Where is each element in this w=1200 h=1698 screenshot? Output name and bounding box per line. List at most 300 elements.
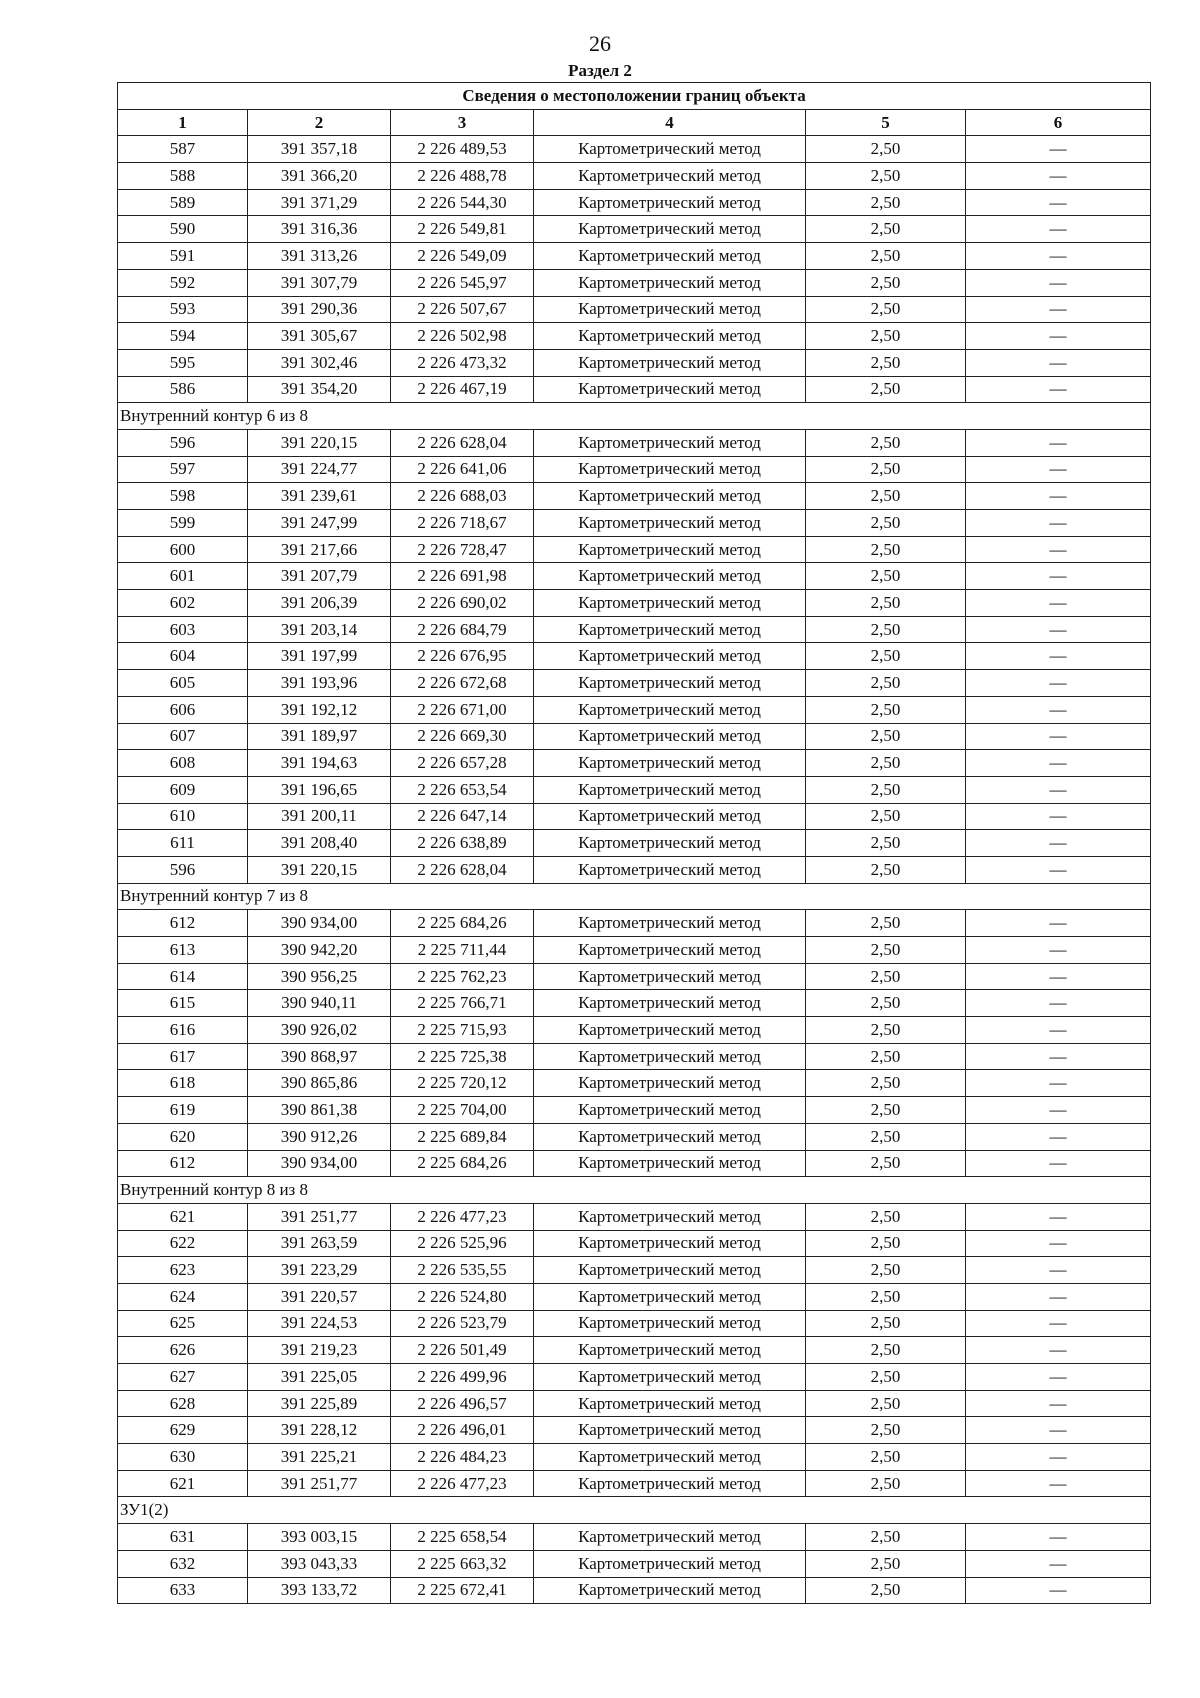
- description-cell: —: [966, 643, 1151, 670]
- description-cell: —: [966, 1283, 1151, 1310]
- y-coordinate-cell: 2 226 638,89: [391, 830, 534, 857]
- description-cell: —: [966, 1097, 1151, 1124]
- y-coordinate-cell: 2 226 691,98: [391, 563, 534, 590]
- x-coordinate-cell: 391 247,99: [248, 510, 391, 537]
- precision-cell: 2,50: [806, 750, 966, 777]
- point-number-cell: 592: [118, 269, 248, 296]
- table-row: [118, 616, 1151, 643]
- table-row: [118, 990, 1151, 1017]
- point-number-cell: 628: [118, 1390, 248, 1417]
- method-cell: Картометрический метод: [534, 1390, 806, 1417]
- description-cell: —: [966, 1390, 1151, 1417]
- x-coordinate-cell: 391 220,15: [248, 856, 391, 883]
- method-cell: Картометрический метод: [534, 429, 806, 456]
- method-cell: Картометрический метод: [534, 696, 806, 723]
- y-coordinate-cell: 2 226 477,23: [391, 1470, 534, 1497]
- y-coordinate-cell: 2 226 549,09: [391, 243, 534, 270]
- table-row: [118, 1470, 1151, 1497]
- precision-cell: 2,50: [806, 776, 966, 803]
- y-coordinate-cell: 2 226 501,49: [391, 1337, 534, 1364]
- point-number-cell: 613: [118, 937, 248, 964]
- method-cell: Картометрический метод: [534, 1043, 806, 1070]
- description-cell: —: [966, 963, 1151, 990]
- description-cell: —: [966, 376, 1151, 403]
- description-cell: —: [966, 1203, 1151, 1230]
- table-row: [118, 1097, 1151, 1124]
- contour-label: Внутренний контур 7 из 8: [118, 883, 1151, 910]
- method-cell: Картометрический метод: [534, 1310, 806, 1337]
- precision-cell: 2,50: [806, 1097, 966, 1124]
- precision-cell: 2,50: [806, 1230, 966, 1257]
- method-cell: Картометрический метод: [534, 1257, 806, 1284]
- table-row: [118, 1364, 1151, 1391]
- precision-cell: 2,50: [806, 136, 966, 163]
- point-number-cell: 618: [118, 1070, 248, 1097]
- precision-cell: 2,50: [806, 1283, 966, 1310]
- y-coordinate-cell: 2 225 720,12: [391, 1070, 534, 1097]
- description-cell: —: [966, 1257, 1151, 1284]
- table-row: [118, 136, 1151, 163]
- x-coordinate-cell: 391 371,29: [248, 189, 391, 216]
- method-cell: Картометрический метод: [534, 1524, 806, 1551]
- method-cell: Картометрический метод: [534, 830, 806, 857]
- description-cell: —: [966, 136, 1151, 163]
- method-cell: Картометрический метод: [534, 1097, 806, 1124]
- method-cell: Картометрический метод: [534, 750, 806, 777]
- contour-label: ЗУ1(2): [118, 1497, 1151, 1524]
- y-coordinate-cell: 2 226 535,55: [391, 1257, 534, 1284]
- x-coordinate-cell: 391 354,20: [248, 376, 391, 403]
- x-coordinate-cell: 391 217,66: [248, 536, 391, 563]
- point-number-cell: 590: [118, 216, 248, 243]
- column-number-2: 2: [248, 109, 391, 136]
- point-number-cell: 612: [118, 1150, 248, 1177]
- method-cell: Картометрический метод: [534, 563, 806, 590]
- contour-label-row: [118, 1177, 1151, 1204]
- table-row: [118, 856, 1151, 883]
- y-coordinate-cell: 2 226 653,54: [391, 776, 534, 803]
- method-cell: Картометрический метод: [534, 269, 806, 296]
- point-number-cell: 627: [118, 1364, 248, 1391]
- table-row: [118, 510, 1151, 537]
- contour-label-row: [118, 1497, 1151, 1524]
- column-number-6: 6: [966, 109, 1151, 136]
- point-number-cell: 619: [118, 1097, 248, 1124]
- table-row: [118, 216, 1151, 243]
- table-row: [118, 670, 1151, 697]
- method-cell: Картометрический метод: [534, 1070, 806, 1097]
- x-coordinate-cell: 390 868,97: [248, 1043, 391, 1070]
- point-number-cell: 600: [118, 536, 248, 563]
- precision-cell: 2,50: [806, 963, 966, 990]
- method-cell: Картометрический метод: [534, 189, 806, 216]
- method-cell: Картометрический метод: [534, 163, 806, 190]
- precision-cell: 2,50: [806, 456, 966, 483]
- table-row: [118, 323, 1151, 350]
- method-cell: Картометрический метод: [534, 963, 806, 990]
- method-cell: Картометрический метод: [534, 1283, 806, 1310]
- y-coordinate-cell: 2 225 663,32: [391, 1550, 534, 1577]
- x-coordinate-cell: 390 912,26: [248, 1123, 391, 1150]
- column-number-4: 4: [534, 109, 806, 136]
- y-coordinate-cell: 2 226 502,98: [391, 323, 534, 350]
- point-number-cell: 617: [118, 1043, 248, 1070]
- x-coordinate-cell: 391 197,99: [248, 643, 391, 670]
- y-coordinate-cell: 2 226 672,68: [391, 670, 534, 697]
- table-row: [118, 1203, 1151, 1230]
- description-cell: —: [966, 1230, 1151, 1257]
- precision-cell: 2,50: [806, 1390, 966, 1417]
- method-cell: Картометрический метод: [534, 990, 806, 1017]
- table-row: [118, 1017, 1151, 1044]
- description-cell: —: [966, 323, 1151, 350]
- method-cell: Картометрический метод: [534, 776, 806, 803]
- method-cell: Картометрический метод: [534, 216, 806, 243]
- point-number-cell: 632: [118, 1550, 248, 1577]
- precision-cell: 2,50: [806, 429, 966, 456]
- description-cell: —: [966, 189, 1151, 216]
- table-row: [118, 189, 1151, 216]
- point-number-cell: 605: [118, 670, 248, 697]
- method-cell: Картометрический метод: [534, 296, 806, 323]
- x-coordinate-cell: 390 940,11: [248, 990, 391, 1017]
- table-row: [118, 910, 1151, 937]
- point-number-cell: 633: [118, 1577, 248, 1604]
- x-coordinate-cell: 391 225,05: [248, 1364, 391, 1391]
- y-coordinate-cell: 2 226 545,97: [391, 269, 534, 296]
- precision-cell: 2,50: [806, 990, 966, 1017]
- method-cell: Картометрический метод: [534, 803, 806, 830]
- precision-cell: 2,50: [806, 510, 966, 537]
- table-row: [118, 803, 1151, 830]
- point-number-cell: 607: [118, 723, 248, 750]
- point-number-cell: 624: [118, 1283, 248, 1310]
- precision-cell: 2,50: [806, 937, 966, 964]
- method-cell: Картометрический метод: [534, 1577, 806, 1604]
- column-number-5: 5: [806, 109, 966, 136]
- x-coordinate-cell: 391 224,77: [248, 456, 391, 483]
- y-coordinate-cell: 2 225 684,26: [391, 1150, 534, 1177]
- x-coordinate-cell: 391 290,36: [248, 296, 391, 323]
- x-coordinate-cell: 391 307,79: [248, 269, 391, 296]
- y-coordinate-cell: 2 226 647,14: [391, 803, 534, 830]
- table-row: [118, 1283, 1151, 1310]
- method-cell: Картометрический метод: [534, 456, 806, 483]
- table-row: [118, 1257, 1151, 1284]
- precision-cell: 2,50: [806, 1444, 966, 1471]
- point-number-cell: 589: [118, 189, 248, 216]
- description-cell: —: [966, 990, 1151, 1017]
- description-cell: —: [966, 563, 1151, 590]
- point-number-cell: 591: [118, 243, 248, 270]
- precision-cell: 2,50: [806, 243, 966, 270]
- method-cell: Картометрический метод: [534, 616, 806, 643]
- precision-cell: 2,50: [806, 830, 966, 857]
- x-coordinate-cell: 390 956,25: [248, 963, 391, 990]
- x-coordinate-cell: 391 366,20: [248, 163, 391, 190]
- contour-label-row: [118, 883, 1151, 910]
- table-row: [118, 163, 1151, 190]
- x-coordinate-cell: 391 313,26: [248, 243, 391, 270]
- precision-cell: 2,50: [806, 323, 966, 350]
- table-row: [118, 1417, 1151, 1444]
- precision-cell: 2,50: [806, 1364, 966, 1391]
- y-coordinate-cell: 2 226 496,57: [391, 1390, 534, 1417]
- y-coordinate-cell: 2 226 671,00: [391, 696, 534, 723]
- y-coordinate-cell: 2 226 484,23: [391, 1444, 534, 1471]
- page-number: 26: [589, 31, 611, 56]
- precision-cell: 2,50: [806, 483, 966, 510]
- column-number-1: 1: [118, 109, 248, 136]
- point-number-cell: 612: [118, 910, 248, 937]
- table-row: [118, 296, 1151, 323]
- method-cell: Картометрический метод: [534, 1364, 806, 1391]
- description-cell: —: [966, 483, 1151, 510]
- x-coordinate-cell: 391 207,79: [248, 563, 391, 590]
- description-cell: —: [966, 696, 1151, 723]
- point-number-cell: 620: [118, 1123, 248, 1150]
- point-number-cell: 604: [118, 643, 248, 670]
- table-row: [118, 1123, 1151, 1150]
- method-cell: Картометрический метод: [534, 323, 806, 350]
- method-cell: Картометрический метод: [534, 1444, 806, 1471]
- point-number-cell: 621: [118, 1203, 248, 1230]
- point-number-cell: 598: [118, 483, 248, 510]
- method-cell: Картометрический метод: [534, 536, 806, 563]
- x-coordinate-cell: 391 203,14: [248, 616, 391, 643]
- precision-cell: 2,50: [806, 723, 966, 750]
- precision-cell: 2,50: [806, 1203, 966, 1230]
- method-cell: Картометрический метод: [534, 483, 806, 510]
- method-cell: Картометрический метод: [534, 910, 806, 937]
- y-coordinate-cell: 2 226 688,03: [391, 483, 534, 510]
- description-cell: —: [966, 616, 1151, 643]
- precision-cell: 2,50: [806, 1417, 966, 1444]
- point-number-cell: 602: [118, 590, 248, 617]
- x-coordinate-cell: 390 934,00: [248, 910, 391, 937]
- y-coordinate-cell: 2 226 473,32: [391, 349, 534, 376]
- x-coordinate-cell: 391 208,40: [248, 830, 391, 857]
- precision-cell: 2,50: [806, 1550, 966, 1577]
- boundary-coordinates-table: [117, 82, 1151, 1604]
- x-coordinate-cell: 391 316,36: [248, 216, 391, 243]
- description-cell: —: [966, 1444, 1151, 1471]
- description-cell: —: [966, 1470, 1151, 1497]
- method-cell: Картометрический метод: [534, 670, 806, 697]
- y-coordinate-cell: 2 225 762,23: [391, 963, 534, 990]
- table-row: [118, 1230, 1151, 1257]
- description-cell: —: [966, 349, 1151, 376]
- table-row: [118, 563, 1151, 590]
- table-row: [118, 643, 1151, 670]
- precision-cell: 2,50: [806, 590, 966, 617]
- point-number-cell: 609: [118, 776, 248, 803]
- description-cell: —: [966, 1017, 1151, 1044]
- y-coordinate-cell: 2 225 766,71: [391, 990, 534, 1017]
- y-coordinate-cell: 2 225 715,93: [391, 1017, 534, 1044]
- x-coordinate-cell: 391 251,77: [248, 1203, 391, 1230]
- point-number-cell: 616: [118, 1017, 248, 1044]
- description-cell: —: [966, 269, 1151, 296]
- y-coordinate-cell: 2 225 658,54: [391, 1524, 534, 1551]
- point-number-cell: 623: [118, 1257, 248, 1284]
- method-cell: Картометрический метод: [534, 510, 806, 537]
- x-coordinate-cell: 390 865,86: [248, 1070, 391, 1097]
- point-number-cell: 610: [118, 803, 248, 830]
- x-coordinate-cell: 391 302,46: [248, 349, 391, 376]
- y-coordinate-cell: 2 226 477,23: [391, 1203, 534, 1230]
- table-row: [118, 963, 1151, 990]
- x-coordinate-cell: 391 225,21: [248, 1444, 391, 1471]
- contour-label: Внутренний контур 8 из 8: [118, 1177, 1151, 1204]
- y-coordinate-cell: 2 225 684,26: [391, 910, 534, 937]
- precision-cell: 2,50: [806, 696, 966, 723]
- table-row: [118, 269, 1151, 296]
- table-row: [118, 1550, 1151, 1577]
- description-cell: —: [966, 1150, 1151, 1177]
- y-coordinate-cell: 2 226 690,02: [391, 590, 534, 617]
- table-row: [118, 750, 1151, 777]
- method-cell: Картометрический метод: [534, 1203, 806, 1230]
- x-coordinate-cell: 393 043,33: [248, 1550, 391, 1577]
- precision-cell: 2,50: [806, 616, 966, 643]
- x-coordinate-cell: 391 251,77: [248, 1470, 391, 1497]
- table-row: [118, 243, 1151, 270]
- point-number-cell: 586: [118, 376, 248, 403]
- precision-cell: 2,50: [806, 163, 966, 190]
- precision-cell: 2,50: [806, 643, 966, 670]
- y-coordinate-cell: 2 225 704,00: [391, 1097, 534, 1124]
- method-cell: Картометрический метод: [534, 937, 806, 964]
- description-cell: —: [966, 1524, 1151, 1551]
- point-number-cell: 587: [118, 136, 248, 163]
- y-coordinate-cell: 2 226 628,04: [391, 856, 534, 883]
- precision-cell: 2,50: [806, 269, 966, 296]
- method-cell: Картометрический метод: [534, 1470, 806, 1497]
- y-coordinate-cell: 2 226 718,67: [391, 510, 534, 537]
- description-cell: —: [966, 1417, 1151, 1444]
- x-coordinate-cell: 391 220,57: [248, 1283, 391, 1310]
- point-number-cell: 611: [118, 830, 248, 857]
- precision-cell: 2,50: [806, 1150, 966, 1177]
- y-coordinate-cell: 2 226 523,79: [391, 1310, 534, 1337]
- table-row: [118, 723, 1151, 750]
- description-cell: —: [966, 1043, 1151, 1070]
- table-caption: Сведения о местоположении границ объекта: [118, 83, 1151, 110]
- method-cell: Картометрический метод: [534, 1337, 806, 1364]
- x-coordinate-cell: 391 219,23: [248, 1337, 391, 1364]
- table-row: [118, 536, 1151, 563]
- method-cell: Картометрический метод: [534, 243, 806, 270]
- point-number-cell: 594: [118, 323, 248, 350]
- description-cell: —: [966, 510, 1151, 537]
- point-number-cell: 614: [118, 963, 248, 990]
- precision-cell: 2,50: [806, 563, 966, 590]
- description-cell: —: [966, 830, 1151, 857]
- table-row: [118, 937, 1151, 964]
- table-row: [118, 590, 1151, 617]
- table-row: [118, 1577, 1151, 1604]
- x-coordinate-cell: 391 224,53: [248, 1310, 391, 1337]
- method-cell: Картометрический метод: [534, 1123, 806, 1150]
- description-cell: —: [966, 910, 1151, 937]
- description-cell: —: [966, 803, 1151, 830]
- point-number-cell: 606: [118, 696, 248, 723]
- x-coordinate-cell: 391 196,65: [248, 776, 391, 803]
- point-number-cell: 615: [118, 990, 248, 1017]
- table-body: [118, 136, 1151, 1604]
- description-cell: —: [966, 723, 1151, 750]
- description-cell: —: [966, 937, 1151, 964]
- x-coordinate-cell: 391 357,18: [248, 136, 391, 163]
- column-number-row: [118, 109, 1151, 136]
- precision-cell: 2,50: [806, 1577, 966, 1604]
- precision-cell: 2,50: [806, 349, 966, 376]
- table-row: [118, 776, 1151, 803]
- precision-cell: 2,50: [806, 216, 966, 243]
- table-row: [118, 429, 1151, 456]
- point-number-cell: 596: [118, 429, 248, 456]
- table-row: [118, 483, 1151, 510]
- x-coordinate-cell: 391 223,29: [248, 1257, 391, 1284]
- table-row: [118, 1070, 1151, 1097]
- y-coordinate-cell: 2 226 488,78: [391, 163, 534, 190]
- precision-cell: 2,50: [806, 803, 966, 830]
- precision-cell: 2,50: [806, 376, 966, 403]
- y-coordinate-cell: 2 226 628,04: [391, 429, 534, 456]
- y-coordinate-cell: 2 226 676,95: [391, 643, 534, 670]
- table-row: [118, 696, 1151, 723]
- description-cell: —: [966, 1577, 1151, 1604]
- point-number-cell: 625: [118, 1310, 248, 1337]
- x-coordinate-cell: 390 942,20: [248, 937, 391, 964]
- table-row: [118, 456, 1151, 483]
- description-cell: —: [966, 670, 1151, 697]
- y-coordinate-cell: 2 225 711,44: [391, 937, 534, 964]
- precision-cell: 2,50: [806, 1310, 966, 1337]
- description-cell: —: [966, 456, 1151, 483]
- method-cell: Картометрический метод: [534, 1017, 806, 1044]
- description-cell: —: [966, 590, 1151, 617]
- y-coordinate-cell: 2 226 544,30: [391, 189, 534, 216]
- table-row: [118, 1337, 1151, 1364]
- precision-cell: 2,50: [806, 910, 966, 937]
- precision-cell: 2,50: [806, 1123, 966, 1150]
- y-coordinate-cell: 2 225 725,38: [391, 1043, 534, 1070]
- description-cell: —: [966, 1337, 1151, 1364]
- precision-cell: 2,50: [806, 1043, 966, 1070]
- table-row: [118, 376, 1151, 403]
- precision-cell: 2,50: [806, 1470, 966, 1497]
- table-row: [118, 1390, 1151, 1417]
- x-coordinate-cell: 391 239,61: [248, 483, 391, 510]
- x-coordinate-cell: 391 263,59: [248, 1230, 391, 1257]
- x-coordinate-cell: 391 206,39: [248, 590, 391, 617]
- method-cell: Картометрический метод: [534, 1230, 806, 1257]
- point-number-cell: 603: [118, 616, 248, 643]
- y-coordinate-cell: 2 226 549,81: [391, 216, 534, 243]
- x-coordinate-cell: 393 133,72: [248, 1577, 391, 1604]
- contour-label: Внутренний контур 6 из 8: [118, 403, 1151, 430]
- precision-cell: 2,50: [806, 1257, 966, 1284]
- precision-cell: 2,50: [806, 536, 966, 563]
- x-coordinate-cell: 391 192,12: [248, 696, 391, 723]
- method-cell: Картометрический метод: [534, 349, 806, 376]
- point-number-cell: 629: [118, 1417, 248, 1444]
- point-number-cell: 595: [118, 349, 248, 376]
- y-coordinate-cell: 2 226 525,96: [391, 1230, 534, 1257]
- point-number-cell: 597: [118, 456, 248, 483]
